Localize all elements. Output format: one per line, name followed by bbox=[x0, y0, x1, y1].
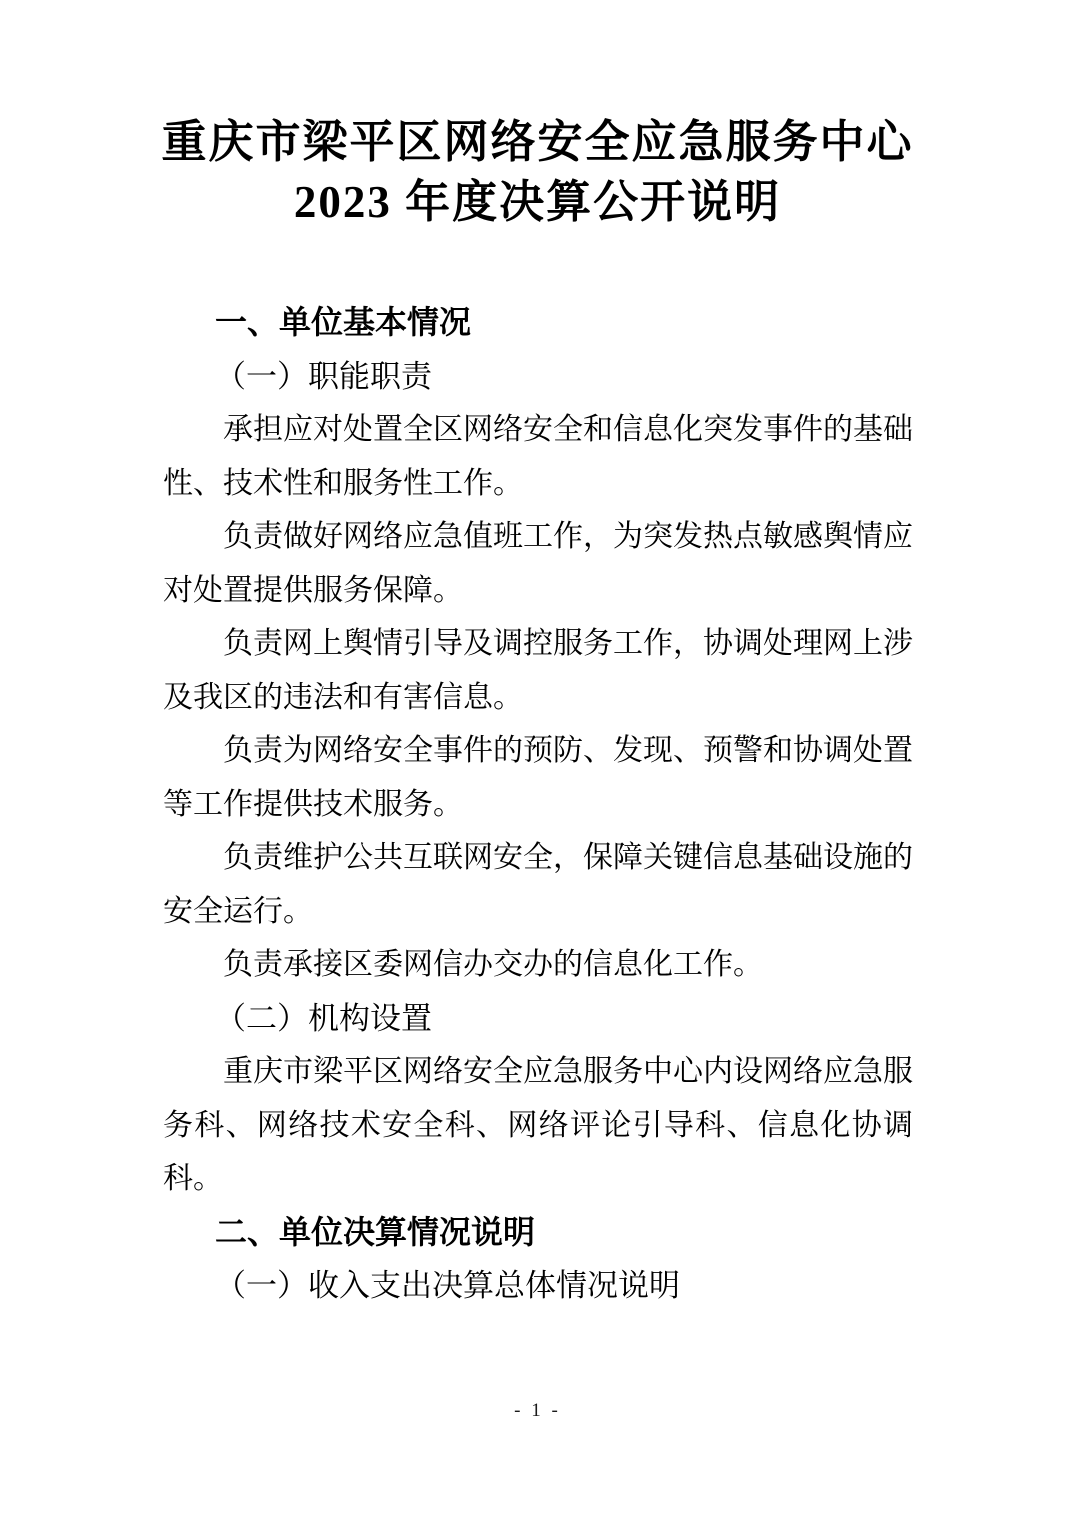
sub-heading-duties: （一）职能职责 bbox=[215, 358, 432, 394]
section-heading-unit-basic-info: 一、单位基本情况 bbox=[215, 304, 472, 340]
paragraph-duty-1: 承担应对处置全区网络安全和信息化突发事件的基础性、技术性和服务性工作。 bbox=[163, 413, 913, 500]
document-title-line2: 2023 年度决算公开说明 bbox=[293, 177, 782, 227]
paragraph-duty-3: 负责网上舆情引导及调控服务工作，协调处理网上涉及我区的违法和有害信息。 bbox=[163, 627, 913, 714]
document-title-line1: 重庆市梁平区网络安全应急服务中心 bbox=[161, 117, 914, 167]
paragraph-organization: 重庆市梁平区网络安全应急服务中心内设网络应急服务科、网络技术安全科、网络评论引导科、信息化协调科。 bbox=[163, 1055, 913, 1195]
page-footer bbox=[0, 1400, 1075, 1422]
paragraph-duty-4: 负责为网络安全事件的预防、发现、预警和协调处置等工作提供技术服务。 bbox=[163, 734, 913, 821]
document-body bbox=[0, 296, 1075, 1313]
section-heading-final-accounts: 二、单位决算情况说明 bbox=[215, 1213, 536, 1250]
paragraph-duty-5: 负责维护公共互联网安全，保障关键信息基础设施的安全运行。 bbox=[163, 841, 913, 928]
page-number: - 1 - bbox=[514, 1400, 561, 1421]
sub-heading-organization: （二）机构设置 bbox=[215, 1000, 432, 1036]
paragraph-duty-2: 负责做好网络应急值班工作，为突发热点敏感舆情应对处置提供服务保障。 bbox=[163, 520, 913, 607]
sub-heading-income-expenditure: （一）收入支出决算总体情况说明 bbox=[215, 1268, 680, 1303]
document-title bbox=[0, 0, 1075, 232]
paragraph-duty-6: 负责承接区委网信办交办的信息化工作。 bbox=[223, 948, 763, 981]
